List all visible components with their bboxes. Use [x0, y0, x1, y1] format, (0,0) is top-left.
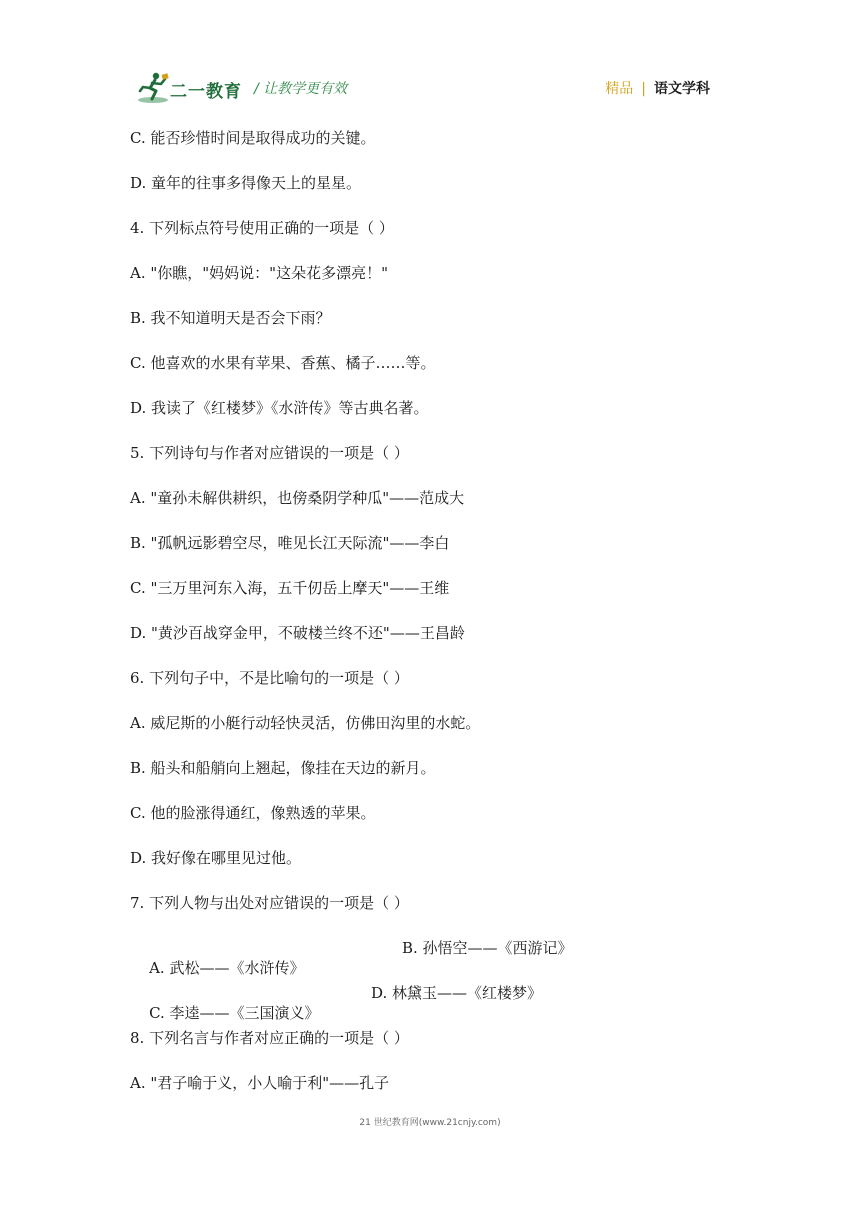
option-5c: C. "三万里河东入海，五千仞岳上摩天"——王维 [130, 579, 450, 597]
question-5: 5. 下列诗句与作者对应错误的一项是（ ） [130, 444, 409, 462]
option-6c: C. 他的脸涨得通红，像熟透的苹果。 [130, 804, 376, 822]
running-man-icon [136, 70, 170, 104]
option-7d: D. 林黛玉——《红楼梦》 [371, 984, 543, 1002]
option-5a: A. "童孙未解供耕织，也傍桑阴学种瓜"——范成大 [130, 489, 465, 507]
option-6d: D. 我好像在哪里见过他。 [130, 849, 302, 867]
option-6a: A. 威尼斯的小艇行动轻快灵活，仿佛田沟里的水蛇。 [130, 714, 481, 732]
option-6b: B. 船头和船艄向上翘起，像挂在天边的新月。 [130, 759, 436, 777]
option-4b: B. 我不知道明天是否会下雨？ [130, 309, 331, 327]
option-7a: A. 武松——《水浒传》 [149, 959, 305, 977]
option-3d: D. 童年的往事多得像天上的星星。 [130, 174, 362, 192]
option-4d: D. 我读了《红楼梦》《水浒传》等古典名著。 [130, 399, 429, 417]
subject-tag [605, 78, 710, 98]
slogan: / 让教学更有效 [254, 81, 348, 97]
option-7c: C. 李逵——《三国演义》 [149, 1004, 320, 1022]
logo-text: 二一教育 [170, 82, 242, 102]
tag-separator: | [641, 81, 646, 97]
option-5d: D. "黄沙百战穿金甲，不破楼兰终不还"——王昌龄 [130, 624, 465, 642]
brand-logo [136, 70, 246, 104]
page-footer: 21 世纪教育网(www.21cnjy.com) [359, 1118, 501, 1128]
quality-tag: 精品 [605, 81, 634, 97]
option-3c: C. 能否珍惜时间是取得成功的关键。 [130, 129, 376, 147]
question-8: 8. 下列名言与作者对应正确的一项是（ ） [130, 1029, 409, 1047]
option-4c: C. 他喜欢的水果有苹果、香蕉、橘子……等。 [130, 354, 436, 372]
option-7b: B. 孙悟空——《西游记》 [402, 939, 573, 957]
question-4: 4. 下列标点符号使用正确的一项是（ ） [130, 219, 394, 237]
subject-label: 语文学科 [654, 81, 710, 97]
option-4a: A. "你瞧，"妈妈说："这朵花多漂亮！" [130, 264, 388, 282]
question-7: 7. 下列人物与出处对应错误的一项是（ ） [130, 894, 409, 912]
page-header [136, 70, 716, 110]
option-8a: A. "君子喻于义，小人喻于利"——孔子 [130, 1074, 390, 1092]
option-5b: B. "孤帆远影碧空尽，唯见长江天际流"——李白 [130, 534, 450, 552]
options-7cd [130, 983, 730, 1063]
question-6: 6. 下列句子中，不是比喻句的一项是（ ） [130, 669, 409, 687]
